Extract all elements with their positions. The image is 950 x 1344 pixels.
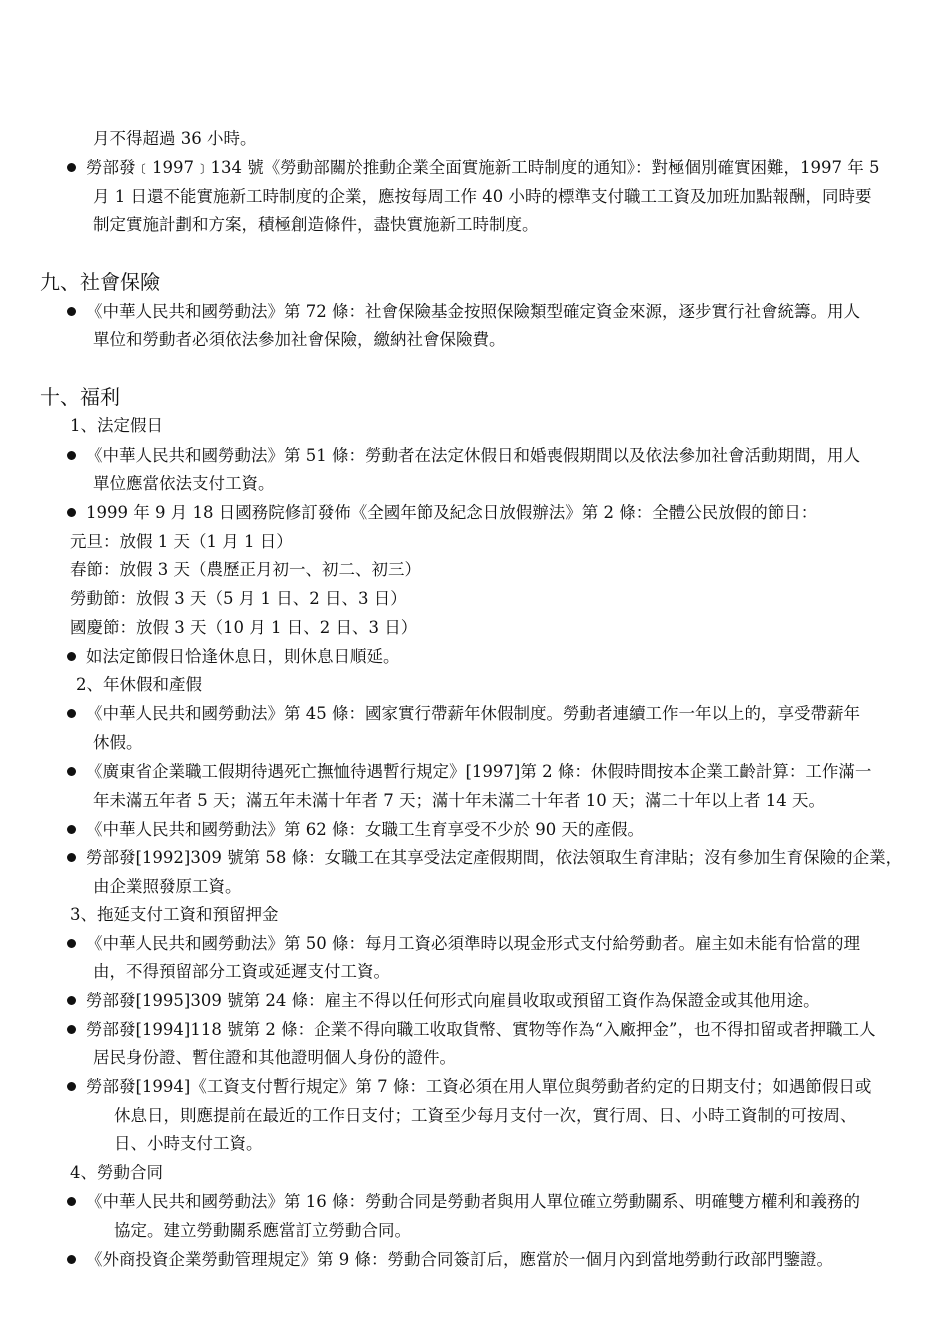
text-line: 月 1 日還不能實施新工時制度的企業，應按每周工作 40 小時的標準支付職工工資及加班加點報酬，同時要	[93, 187, 872, 206]
text-line: 1999 年 9 月 18 日國務院修訂發佈《全國年節及紀念日放假辦法》第 2 條：全體公民放假的節日：	[86, 503, 818, 522]
section-heading: 十、福利	[40, 385, 120, 409]
text-line: 《外商投資企業勞動管理規定》第 9 條：勞動合同簽訂后，應當於一個月內到當地勞動行政部門鑒證。	[86, 1250, 833, 1269]
bullet-icon	[67, 652, 76, 661]
text-line: 《中華人民共和國勞動法》第 16 條：勞動合同是勞動者與用人單位確立勞動關系、明確雙方權利和義務的	[86, 1192, 860, 1211]
bullet-icon	[67, 709, 76, 718]
text-line: 單位應當依法支付工資。	[93, 474, 275, 493]
text-line: 居民身份證、暫住證和其他證明個人身份的證件。	[93, 1048, 456, 1067]
bullet-icon	[67, 1197, 76, 1206]
bullet-icon	[67, 1082, 76, 1091]
bullet-icon	[67, 1025, 76, 1034]
holiday-line: 春節：放假 3 天（農歷正月初一、初二、初三）	[70, 560, 421, 579]
text-line: 休息日，則應提前在最近的工作日支付；工資至少每月支付一次，實行周、日、小時工資制的可按周、	[114, 1106, 857, 1125]
bullet-icon	[67, 508, 76, 517]
text-line: 月不得超過 36 小時。	[93, 129, 257, 148]
holiday-line: 元旦：放假 1 天（1 月 1 日）	[70, 532, 293, 551]
holiday-line: 勞動節：放假 3 天（5 月 1 日、2 日、3 日）	[70, 589, 407, 608]
subsection-heading: 1、法定假日	[70, 416, 163, 435]
bullet-icon	[67, 163, 76, 172]
text-line: 勞部發[1994]《工資支付暫行規定》第 7 條：工資必須在用人單位與勞動者約定的日期支付；如遇節假日或	[86, 1077, 872, 1096]
text-line: 勞部發[1995]309 號第 24 條：雇主不得以任何形式向雇員收取或預留工資作為保證金或其他用途。	[86, 991, 820, 1010]
text-line: 休假。	[93, 733, 143, 752]
text-line: 勞部發﹝1997﹞134 號《勞動部關於推動企業全面實施新工時制度的通知》：對極個別確實困難，1997 年 5	[86, 158, 880, 177]
text-line: 《中華人民共和國勞動法》第 51 條：勞動者在法定休假日和婚喪假期間以及依法參加社會活動期間，用人	[86, 446, 860, 465]
text-line: 《中華人民共和國勞動法》第 72 條：社會保險基金按照保險類型確定資金來源，逐步實行社會統籌。用人	[86, 302, 860, 321]
bullet-icon	[67, 939, 76, 948]
subsection-heading: 3、拖延支付工資和預留押金	[70, 905, 279, 924]
bullet-icon	[67, 767, 76, 776]
text-line: 制定實施計劃和方案，積極創造條件，盡快實施新工時制度。	[93, 215, 539, 234]
bullet-icon	[67, 451, 76, 460]
bullet-icon	[67, 307, 76, 316]
text-line: 勞部發[1992]309 號第 58 條：女職工在其享受法定產假期間，依法領取生育津貼；沒有參加生育保險的企業，	[86, 848, 903, 867]
text-line: 協定。建立勞動關系應當訂立勞動合同。	[114, 1221, 411, 1240]
section-heading: 九、社會保險	[40, 270, 160, 294]
bullet-icon	[67, 1255, 76, 1264]
text-line: 《廣東省企業職工假期待遇死亡撫恤待遇暫行規定》[1997]第 2 條：休假時間按本企業工齡計算：工作滿一	[86, 762, 872, 781]
bullet-icon	[67, 853, 76, 862]
subsection-heading: 4、勞動合同	[70, 1163, 163, 1182]
text-line: 《中華人民共和國勞動法》第 45 條：國家實行帶薪年休假制度。勞動者連續工作一年以上的，享受帶薪年	[86, 704, 860, 723]
text-line: 如法定節假日恰逢休息日，則休息日順延。	[86, 647, 400, 666]
text-line: 日、小時支付工資。	[114, 1134, 263, 1153]
text-line: 由，不得預留部分工資或延遲支付工資。	[93, 962, 390, 981]
text-line: 由企業照發原工資。	[93, 877, 242, 896]
text-line: 單位和勞動者必須依法參加社會保險，繳納社會保險費。	[93, 330, 506, 349]
holiday-line: 國慶節：放假 3 天（10 月 1 日、2 日、3 日）	[70, 618, 418, 637]
bullet-icon	[67, 825, 76, 834]
bullet-icon	[67, 996, 76, 1005]
text-line: 年未滿五年者 5 天；滿五年未滿十年者 7 天；滿十年未滿二十年者 10 天；滿二十年以上者 14 天。	[93, 791, 825, 810]
subsection-heading: 2、年休假和產假	[76, 675, 202, 694]
text-line: 《中華人民共和國勞動法》第 62 條：女職工生育享受不少於 90 天的產假。	[86, 820, 644, 839]
text-line: 勞部發[1994]118 號第 2 條：企業不得向職工收取貨幣、實物等作為“入廠押金”，也不得扣留或者押職工人	[86, 1020, 876, 1039]
text-line: 《中華人民共和國勞動法》第 50 條：每月工資必須準時以現金形式支付給勞動者。雇主如未能有恰當的理	[86, 934, 860, 953]
